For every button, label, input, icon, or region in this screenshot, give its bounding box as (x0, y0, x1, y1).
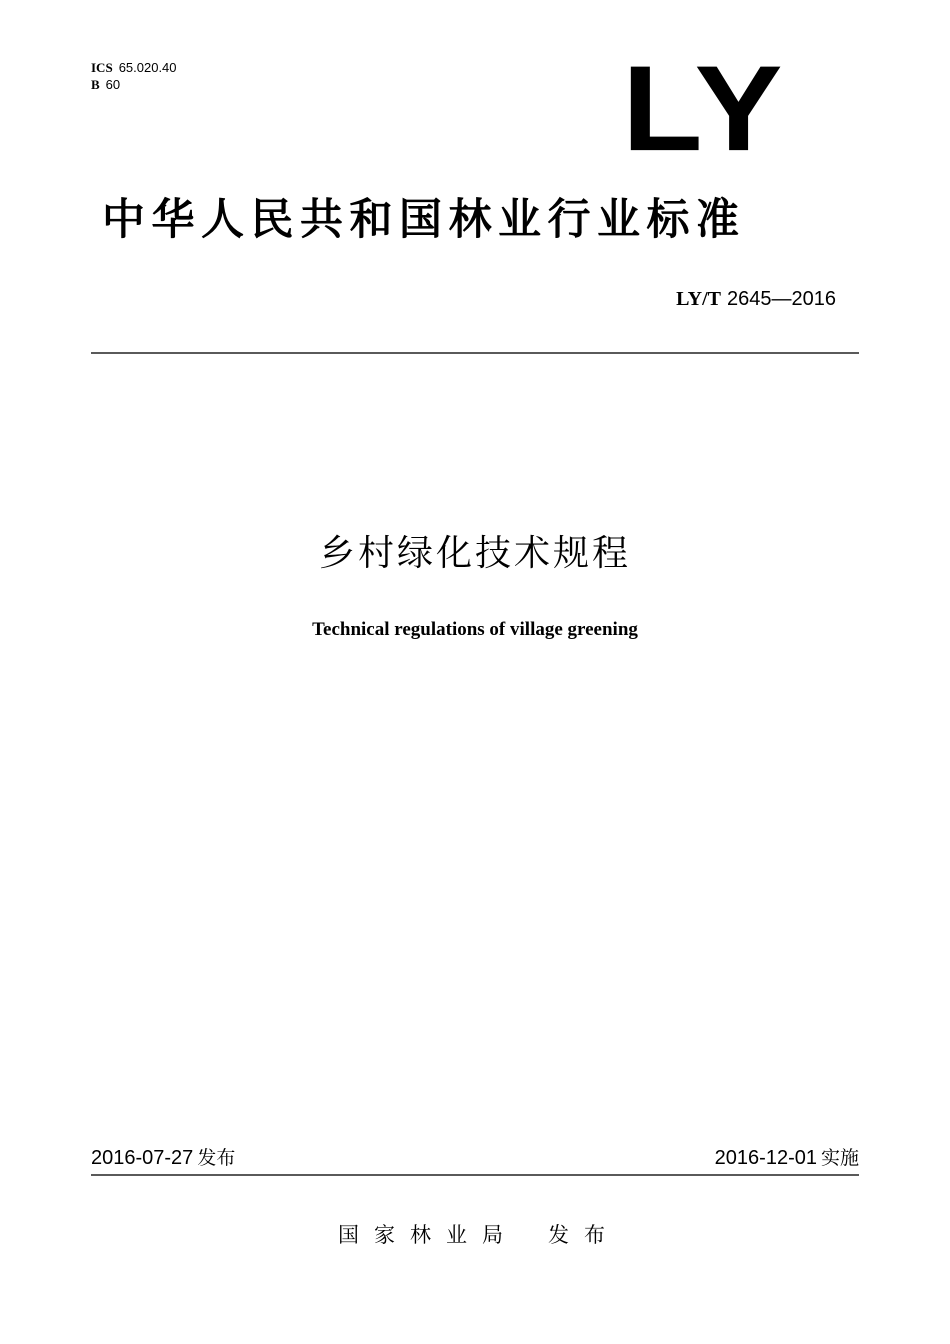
implementation-date: 2016-12-01 (714, 1147, 817, 1169)
ccs-value: 60 (105, 77, 121, 92)
footer-divider (91, 1174, 859, 1176)
ics-value: 65.020.40 (118, 60, 177, 75)
issue-date: 2016-07-27 (91, 1147, 194, 1169)
publisher-action: 发布 (548, 1223, 620, 1247)
publisher-line (338, 1222, 620, 1248)
issue-label: 发布 (197, 1147, 236, 1169)
ccs-code-row (91, 77, 177, 94)
ccs-label: B (91, 77, 100, 92)
ics-code-row (91, 60, 177, 77)
document-title-english: Technical regulations of village greening (312, 619, 638, 640)
standard-number-value: 2645—2016 (727, 288, 836, 310)
implementation-date-line (715, 1145, 859, 1170)
document-title-chinese: 乡村绿化技术规程 (318, 533, 631, 574)
publisher-organization: 国家林业局 (338, 1223, 518, 1247)
standard-category-title: 中华人民共和国林业行业标准 (102, 195, 746, 245)
standard-prefix: LY/T (676, 288, 722, 310)
ics-label: ICS (91, 60, 113, 75)
standard-logo: LY (622, 40, 787, 176)
header-divider (91, 352, 859, 354)
issue-date-line (91, 1145, 235, 1170)
classification-codes (91, 60, 177, 94)
standard-number (676, 286, 836, 311)
implementation-label: 实施 (820, 1147, 859, 1169)
